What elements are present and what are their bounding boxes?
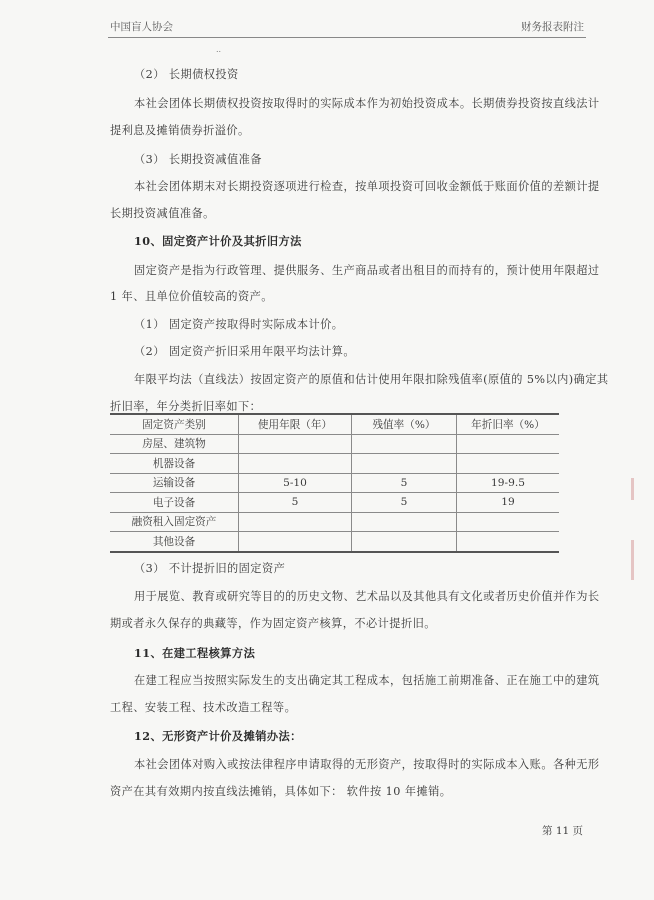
paragraph-line: 在建工程应当按照实际发生的支出确定其工程成本，包括施工前期准备、正在施工中的建筑 bbox=[134, 674, 600, 687]
paragraph-line: 用于展览、教育或研究等目的的历史文物、艺术品以及其他具有文化或者历史价值并作为长 bbox=[134, 590, 600, 603]
paragraph-line: 1 年、且单位价值较高的资产。 bbox=[110, 290, 273, 303]
list-item: （1） 固定资产按取得时实际成本计价。 bbox=[134, 318, 344, 331]
stray-mark: .. bbox=[216, 45, 222, 54]
header-rule bbox=[108, 37, 586, 38]
subheading-non-depreciated-assets: （3） 不计提折旧的固定资产 bbox=[134, 562, 286, 575]
table-cell bbox=[352, 512, 457, 532]
header-section-title: 财务报表附注 bbox=[521, 21, 584, 33]
section-heading-fixed-assets: 10、固定资产计价及其折旧方法 bbox=[134, 234, 302, 248]
subheading-long-term-debt-investment: （2） 长期债权投资 bbox=[134, 68, 239, 81]
section-heading-construction-in-progress: 11、在建工程核算方法 bbox=[134, 646, 256, 660]
paragraph-line: 本社会团体期末对长期投资逐项进行检查，按单项投资可回收金额低于账面价值的差额计提 bbox=[134, 180, 600, 193]
paragraph-line: 资产在其有效期内按直线法摊销，具体如下： 软件按 10 年摊销。 bbox=[110, 785, 452, 798]
table-cell: 机器设备 bbox=[110, 454, 239, 474]
table-header-cell: 年折旧率（%） bbox=[457, 414, 560, 434]
section-heading-intangible-assets: 12、无形资产计价及摊销办法： bbox=[134, 729, 302, 743]
table-row bbox=[110, 532, 559, 552]
table-cell: 房屋、建筑物 bbox=[110, 434, 239, 454]
subheading-impairment-provision: （3） 长期投资减值准备 bbox=[134, 153, 262, 166]
edge-stain bbox=[631, 478, 634, 500]
table-row bbox=[110, 454, 559, 474]
paragraph-line: 期或者永久保存的典藏等，作为固定资产核算，不必计提折旧。 bbox=[110, 617, 436, 630]
table-cell: 其他设备 bbox=[110, 532, 239, 552]
page-number: 第 11 页 bbox=[542, 825, 584, 837]
table-row bbox=[110, 493, 559, 513]
table-cell: 电子设备 bbox=[110, 493, 239, 513]
table-header-cell: 使用年限（年） bbox=[239, 414, 352, 434]
paragraph-line: 本社会团体长期债权投资按取得时的实际成本作为初始投资成本。长期债券投资按直线法计 bbox=[134, 97, 600, 110]
table-row bbox=[110, 473, 559, 493]
table-cell: 5-10 bbox=[239, 473, 352, 493]
table-cell bbox=[239, 512, 352, 532]
table-cell bbox=[239, 434, 352, 454]
table-header-cell: 残值率（%） bbox=[352, 414, 457, 434]
depreciation-rate-table bbox=[110, 413, 559, 553]
table-row bbox=[110, 512, 559, 532]
table-cell: 19-9.5 bbox=[457, 473, 560, 493]
paragraph-line: 折旧率，年分类折旧率如下： bbox=[110, 400, 262, 413]
table-cell bbox=[457, 532, 560, 552]
paragraph-line: 提利息及摊销债券折溢价。 bbox=[110, 124, 250, 137]
table-cell: 5 bbox=[352, 473, 457, 493]
table-cell: 融资租入固定资产 bbox=[110, 512, 239, 532]
paragraph-line: 长期投资减值准备。 bbox=[110, 207, 215, 220]
table-cell bbox=[457, 434, 560, 454]
table-row bbox=[110, 434, 559, 454]
table-cell bbox=[457, 454, 560, 474]
paragraph-line: 工程、安装工程、技术改造工程等。 bbox=[110, 701, 297, 714]
table-cell bbox=[352, 532, 457, 552]
edge-stain bbox=[631, 540, 634, 580]
table-cell bbox=[352, 454, 457, 474]
list-item: （2） 固定资产折旧采用年限平均法计算。 bbox=[134, 345, 356, 358]
table-cell bbox=[457, 512, 560, 532]
table-cell: 运输设备 bbox=[110, 473, 239, 493]
paragraph-line: 年限平均法（直线法）按固定资产的原值和估计使用年限扣除残值率(原值的 5%以内)确定其 bbox=[134, 373, 609, 386]
table-header-row bbox=[110, 414, 559, 434]
table-cell bbox=[239, 532, 352, 552]
table-cell bbox=[239, 454, 352, 474]
header-organization: 中国盲人协会 bbox=[110, 21, 173, 33]
table-cell: 5 bbox=[239, 493, 352, 513]
table-header-cell: 固定资产类别 bbox=[110, 414, 239, 434]
table-cell: 5 bbox=[352, 493, 457, 513]
table-cell: 19 bbox=[457, 493, 560, 513]
table-cell bbox=[352, 434, 457, 454]
paragraph-line: 固定资产是指为行政管理、提供服务、生产商品或者出租目的而持有的，预计使用年限超过 bbox=[134, 264, 600, 277]
paragraph-line: 本社会团体对购入或按法律程序申请取得的无形资产，按取得时的实际成本入账。各种无形 bbox=[134, 758, 600, 771]
